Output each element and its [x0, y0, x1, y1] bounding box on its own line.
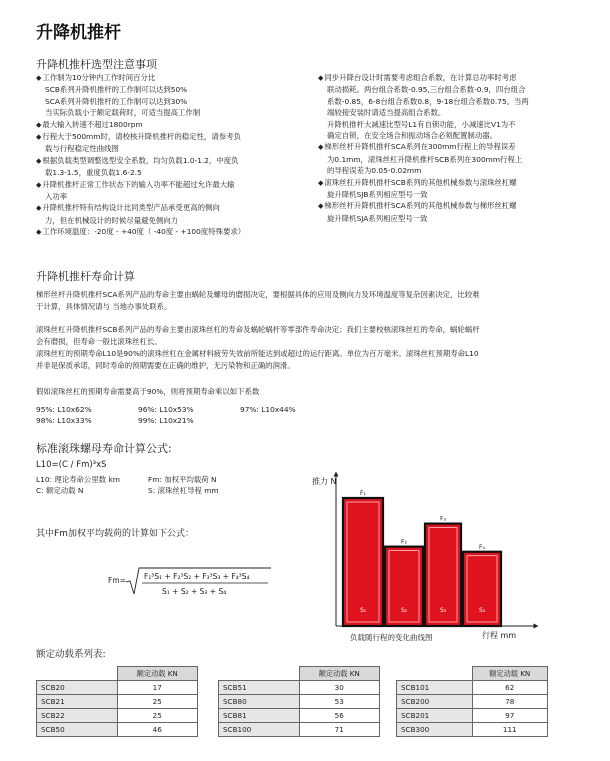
selection-right-line: 的导程误差为0.05-0.02mm	[327, 166, 422, 176]
selection-right-column	[318, 72, 588, 224]
rated-load-table	[36, 666, 198, 737]
table-row	[397, 695, 548, 709]
load-cell: 46	[117, 723, 198, 737]
selection-right-line: ◆ 梯形丝杆升降机推杆SCA系列的其他机械参数与梯形丝杠螺	[318, 200, 588, 212]
model-cell: SCB101	[397, 681, 473, 695]
model-cell: SCB81	[219, 709, 300, 723]
selection-right-line: 旋升降机SJA系列相应型号一致	[327, 213, 428, 223]
definition-row	[36, 474, 296, 485]
selection-right-line: 升降机推杆大减速比型号L1有自锁功能，小减速比V1为不	[327, 119, 516, 129]
table-row	[397, 709, 548, 723]
selection-right-line: ◆ 梯形丝杆升降机推杆SCA系列在300mm行程上的导程误差	[318, 141, 588, 153]
fm-heading: 其中Fm加权平均载荷的计算如下公式：	[36, 529, 194, 539]
selection-right-line: 旋升降机SJB系列相应型号一致	[327, 190, 428, 200]
selection-left-line: 当实际负载小于额定载荷时，可适当提高工作制	[45, 108, 201, 118]
table-header-cell: 额定动载 KN	[117, 667, 198, 681]
table-row	[37, 695, 198, 709]
definition-term: L10: 理论寿命公里数 km	[36, 475, 120, 484]
y-axis-label: 推力 N	[312, 477, 337, 486]
table-row	[37, 723, 198, 737]
table-header-row	[397, 667, 548, 681]
bar-force-label: F₄	[479, 543, 485, 551]
life-paragraph-line: 滚珠丝杠升降机推杆SCB系列产品的寿命主要由滚珠丝杠的寿命及蜗轮蜗杆等零部件寿命决定；我们主要校核滚珠丝杠的寿命，蜗轮蜗杆	[36, 325, 480, 334]
load-cell: 25	[117, 709, 198, 723]
selection-right-line: 系数-0.85，6-8台组合系数0.8，9-18台组合系数0.75。当两	[327, 96, 529, 106]
table-header-blank	[397, 667, 473, 681]
bar-stroke-label: S₃	[440, 607, 447, 614]
definition-term: C: 额定动载 N	[36, 486, 84, 496]
bar-force-label: F₃	[440, 515, 446, 523]
chart-bar	[385, 547, 423, 626]
selection-right-line: 端较接安装时请适当提高组合系数。	[327, 108, 446, 118]
formula-heading: 标准滚珠螺母寿命计算公式:	[36, 442, 172, 455]
table-row	[37, 681, 198, 695]
selection-left-line: ◆ 行程大于500mm时，请校核升降机推杆的稳定性，请参考负	[36, 131, 311, 143]
chart-bar	[463, 552, 501, 626]
life-paragraph-2	[36, 324, 586, 372]
load-cell: 71	[299, 723, 380, 737]
selection-right-line: 确定自锁，在安全场合和振动场合必须配置制动器。	[327, 131, 497, 141]
selection-left-line: SCA系列升降机推杆的工作制可以达到30%	[45, 96, 188, 106]
selection-left-line: ◆ 升降机推杆正常工作状态下的输入功率不能超过允许最大输	[36, 179, 311, 191]
factor-cell	[240, 415, 342, 426]
fm-denominator: S₁ + S₂ + S₃ + S₄	[162, 587, 227, 596]
definition-term: S: 滚珠丝杠导程 mm	[148, 486, 219, 496]
table-header-cell: 额定动载 KN	[299, 667, 380, 681]
life-paragraph-1	[36, 289, 586, 313]
model-cell: SCB80	[219, 695, 300, 709]
table-row	[219, 681, 380, 695]
selection-left-line: 入功率	[45, 192, 68, 202]
table-header-blank	[37, 667, 118, 681]
fm-numerator: F₁³S₁ + F₂³S₂ + F₃³S₃ + F₄³S₄	[144, 572, 250, 581]
life-paragraph-3: 假如滚珠丝杠的预期寿命需要高于90%，则将预期寿命乘以如下系数	[36, 387, 260, 396]
load-cell: 17	[117, 681, 198, 695]
selection-left-line: ◆ 最大输入转速不超过1800rpm	[36, 119, 311, 131]
model-cell: SCB50	[37, 723, 118, 737]
selection-heading: 升降机推杆选型注意事项	[36, 58, 157, 71]
life-formula: L10=(C / Fm)³xS	[36, 460, 107, 470]
selection-right-line: ◆ 同步升降台设计时需要考虑组合系数，在计算总功率时考虑	[318, 72, 588, 84]
life-paragraph-line: 会有磨损，但寿命一般比滚珠丝杠长。	[36, 337, 162, 346]
rated-load-table	[396, 666, 548, 737]
model-cell: SCB100	[219, 723, 300, 737]
table-row	[219, 709, 380, 723]
table-row	[397, 681, 548, 695]
table-header-row	[219, 667, 380, 681]
selection-left-line: ◆ 工作制为10分钟内工作时间百分比	[36, 72, 311, 84]
life-factor-grid	[36, 404, 366, 427]
load-cell: 25	[117, 695, 198, 709]
load-cell: 78	[472, 695, 548, 709]
table-header-cell: 额定动载 KN	[472, 667, 548, 681]
model-cell: SCB200	[397, 695, 473, 709]
bar-stroke-label: S₄	[479, 607, 486, 614]
load-cell: 111	[472, 723, 548, 737]
bar-stroke-label: S₁	[360, 607, 367, 614]
load-cell: 30	[299, 681, 380, 695]
load-stroke-chart	[300, 466, 550, 652]
model-cell: SCB20	[37, 681, 118, 695]
model-cell: SCB21	[37, 695, 118, 709]
load-cell: 56	[299, 709, 380, 723]
factor-cell: 97%: L10x44%	[240, 405, 296, 414]
selection-left-line: 力，但在机械设计的时候尽量避免侧向力	[45, 215, 179, 225]
bar-stroke-label: S₂	[401, 607, 408, 614]
model-cell: SCB22	[37, 709, 118, 723]
bar-force-label: F₂	[401, 538, 407, 546]
factor-cell: 99%: L10x21%	[138, 416, 194, 426]
factor-cell: 95%: L10x62%	[36, 405, 92, 414]
definition-term: Fm: 加权平均载荷 N	[148, 475, 217, 484]
model-cell: SCB201	[397, 709, 473, 723]
table-header-row	[37, 667, 198, 681]
selection-left-line: 载与行程稳定性曲线图	[45, 144, 119, 154]
selection-left-column	[36, 72, 311, 239]
factor-row	[36, 404, 366, 415]
life-paragraph-line: 于计算，具体情况请与 当地办事处联系。	[36, 302, 172, 311]
rated-load-table	[218, 666, 380, 737]
selection-right-line: 联动损耗。两台组合系数-0.95,三台组合系数-0.9，四台组合	[327, 85, 526, 95]
life-heading: 升降机推杆寿命计算	[36, 270, 135, 283]
table-row	[219, 695, 380, 709]
table-row	[397, 723, 548, 737]
chart-caption: 负载随行程的变化曲线图	[350, 633, 433, 642]
life-paragraph-line: 梯形丝杆升降机推杆SCA系列产品的寿命主要由蜗轮及螺母的磨损决定，要根据具体的应用及侧向力及环境温度等复杂因素决定，比较难	[36, 290, 480, 299]
fm-lhs: Fm=	[108, 576, 126, 585]
formula-definitions	[36, 474, 296, 497]
tables-heading: 额定动载系列表:	[36, 649, 106, 660]
life-paragraph-line: 滚珠丝杠的预期寿命L10是90%的滚珠丝杠在金属材料疲劳失效前所能达到或超过的运行距离。单位为百万毫米。滚珠丝杠预期寿命L10	[36, 349, 479, 358]
definition-row	[36, 485, 296, 496]
factor-row	[36, 415, 366, 426]
selection-left-line: ◆ 升降机推杆特有结构设计比同类型产品承受更高的侧向	[36, 202, 311, 214]
table-header-blank	[219, 667, 300, 681]
selection-right-line: ◆ 滚珠丝杠升降机推杆SCB系列的其他机械参数与滚珠丝杠螺	[318, 177, 588, 189]
selection-right-line: 为0.1mm，滚珠丝杠升降机推杆SCB系列在300mm行程上	[327, 154, 523, 164]
selection-left-line: SCB系列升降机推杆的工作制可以达到50%	[45, 85, 188, 95]
selection-left-line: ◆ 根据负载类型调整选型安全系数，均匀负载1.0-1.2，中度负	[36, 155, 311, 167]
page-title: 升降机推杆	[36, 23, 121, 43]
load-cell: 62	[472, 681, 548, 695]
bar-force-label: F₁	[360, 490, 366, 497]
load-cell: 53	[299, 695, 380, 709]
table-row	[37, 709, 198, 723]
selection-left-line: 载1.3-1.5，重度负载1.6-2.5	[45, 168, 142, 178]
factor-cell: 98%: L10x33%	[36, 416, 92, 426]
model-cell: SCB300	[397, 723, 473, 737]
x-axis-label: 行程 mm	[482, 631, 517, 640]
table-row	[219, 723, 380, 737]
load-cell: 97	[472, 709, 548, 723]
life-paragraph-line: 并非是保质承诺，同时寿命的预期需要在正确的维护，无污染物和正确的润滑。	[36, 361, 295, 370]
selection-left-line: ◆ 工作环境温度：-20度 - +40度（ -40度 - +100度特殊要求）	[36, 226, 311, 238]
factor-cell: 96%: L10x53%	[138, 405, 194, 414]
model-cell: SCB51	[219, 681, 300, 695]
